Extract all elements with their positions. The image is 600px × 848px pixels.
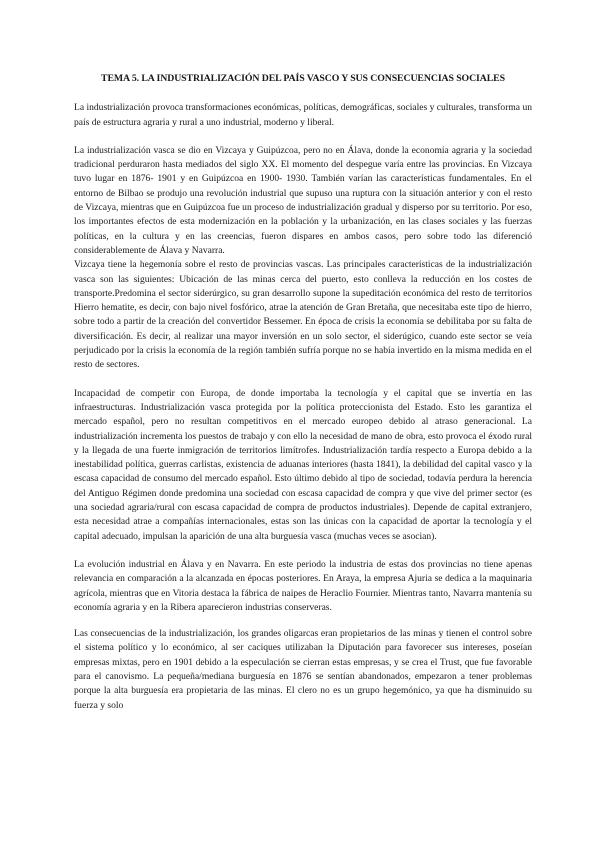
paragraph-alava-navarra: La evolución industrial en Álava y en Navarra. En este periodo la industria de estas dos provincias no tiene apenas relevancia en comparación a la alcanzada en épocas posteriores. En Araya, la empresa Ajuria se dedica a la maquinaria agrícola, mientras que en Vitoria destaca la fábrica de naipes de Heraclio Fournier. Mientras tanto, Navarra mantenía su economía agraria y en la Ribera aparecieron industrias conserveras. [74, 558, 532, 613]
paragraph-vizcaya-hegemonia: Vizcaya tiene la hegemonía sobre el resto de provincias vascas. Las principales características de la industrialización vasca son las siguientes: Ubicación de las minas cerca del puerto, esto conlleva la reducción en los costes de transporte.Predomina el sector siderúrgico, su gran desarrollo supone la supeditación económica del resto de territorios Hierro hematite, es decir, con bajo nivel fosfórico, atrae la atención de Gran Bretaña, que necesitaba este tipo de hierro, sobre todo a partir de la creación del convertidor Bessemer. En época de crisis la economía se debilitaba por su falta de diversificación. Es decir, al realizar una mayor inversión en un solo sector, el siderúgico, cuando este sector se veía perjudicado por la crisis la economía de la región también sufría porque no se había invertido en la misma medida en el resto de sectores. [74, 259, 532, 371]
document-title: TEMA 5. LA INDUSTRIALIZACIÓN DEL PAÍS VASCO Y SUS CONSECUENCIAS SOCIALES [101, 73, 505, 84]
paragraph-consecuencias: Las consecuencias de la industrialización, los grandes oligarcas eran propietarios de las minas y tienen el control sobre el sistema político y lo económico, al ser caciques utilizaban la Diputación para favorecer sus intereses, poseían empresas mixtas, pero en 1901 debido a la especulación se cierran estas empresas, y se crea el Trust, que fue favorable para el canovismo. La pequeña/mediana burguesía en 1876 se sentían abandonados, empezaron a tener problemas porque la alta burguesía era propietaria de las minas. El clero no es un grupo hegemónico, ya que ha disminuido su fuerza y solo [74, 628, 532, 711]
document-body [74, 72, 532, 713]
paragraph-intro: La industrialización provoca transformaciones económicas, políticas, demográficas, sociales y culturales, transforma un país de estructura agraria y rural a uno industrial, moderno y liberal. [74, 102, 532, 128]
paragraph-industrializacion-vasca: La industrialización vasca se dio en Vizcaya y Guipúzcoa, pero no en Álava, donde la economía agraria y la sociedad tradicional perduraron hasta mediados del siglo XX. El momento del despegue varía entre las provincias. En Vizcaya tuvo lugar en 1876- 1901 y en Guipúzcoa en 1900- 1930. También varían las características fundamentales. En el entorno de Bilbao se produjo una revolución industrial que supuso una ruptura con la situación anterior y con el resto de Vizcaya, mientras que en Guipúzcoa fue un proceso de industrialización gradual y disperso por su territorio. Por eso, los importantes efectos de esta modernización en la población y la urbanización, en las clases sociales y las fuerzas políticas, en la cultura y en las creencias, fueron dispares en ambos casos, pero sobre todo las diferenció considerablemente de Álava y Navarra. [74, 144, 532, 256]
paragraph-incapacidad-competir: Incapacidad de competir con Europa, de donde importaba la tecnología y el capital que se invertía en las infraestructuras. Industrialización vasca protegida por la política proteccionista del Estado. Esto les garantiza el mercado español, pero no resultan competitivos en el mercado europeo debido al atraso generacional. La industrialización incrementa los puestos de trabajo y con ello la necesidad de mano de obra, esto provoca el éxodo rural y la llegada de una fuerte inmigración de territorios limítrofes. Industrialización tardía respecto a Europa debido a la inestabilidad política, guerras carlistas, existencia de aduanas interiores (hasta 1841), la debilidad del capital vasco y la escasa capacidad de consumo del mercado español. Esto último debido al tipo de sociedad, todavía perdura la herencia del Antiguo Régimen donde predomina una sociedad con escasa capacidad de compra y que vive del primer sector (es una sociedad agraria/rural con escasa capacidad de compra de productos industriales). Depende de capital extranjero, esta necesidad atrae a compañías internacionales, estas son las únicas con la capacidad de aportar la tecnología y el capital adecuado, impulsan la aparición de una alta burguesía vasca (muchas veces se asocian). [74, 387, 532, 542]
